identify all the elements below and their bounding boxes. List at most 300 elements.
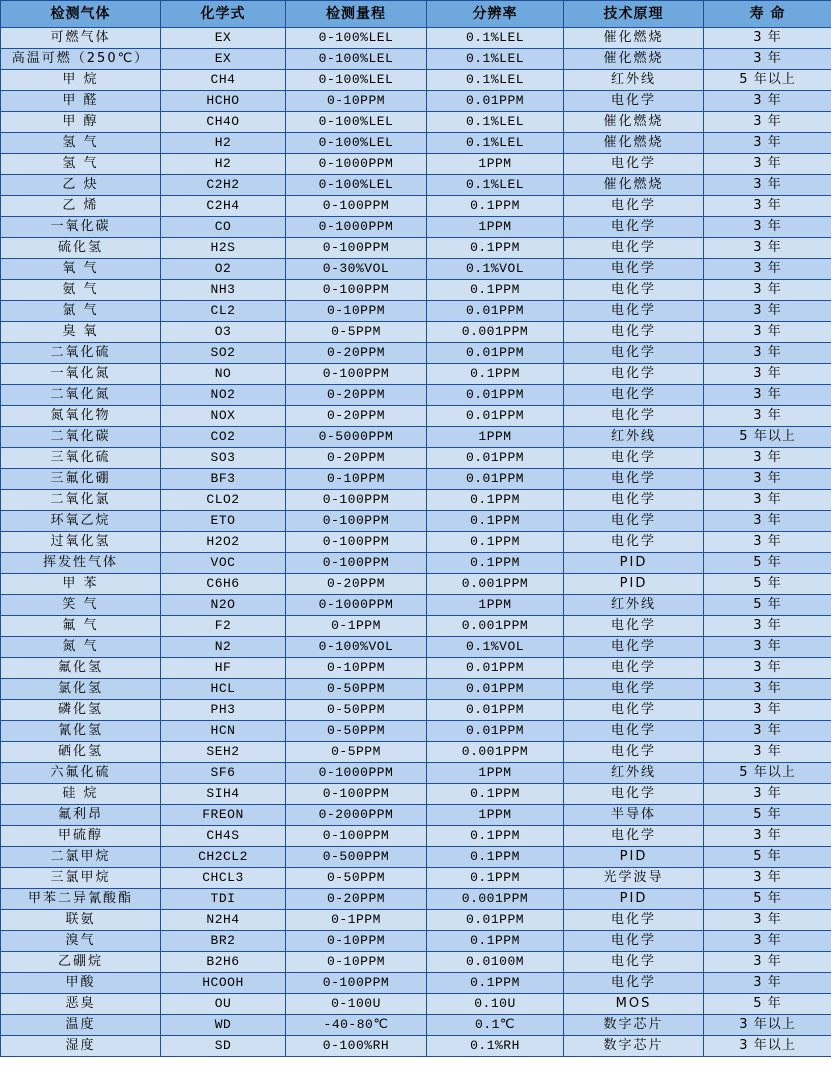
cell-range: 0-20PPM	[286, 448, 427, 469]
cell-formula: SO2	[161, 343, 286, 364]
cell-lifetime: 3 年	[704, 658, 831, 679]
cell-range: 0-5PPM	[286, 742, 427, 763]
cell-principle: 电化学	[564, 931, 704, 952]
cell-principle: 电化学	[564, 280, 704, 301]
cell-gas-name: 硒化氢	[1, 742, 161, 763]
cell-range: 0-30%VOL	[286, 259, 427, 280]
cell-range: 0-20PPM	[286, 574, 427, 595]
cell-gas-name: 氢 气	[1, 154, 161, 175]
cell-principle: 光学波导	[564, 868, 704, 889]
cell-resolution: 0.1PPM	[427, 847, 564, 868]
cell-principle: 电化学	[564, 910, 704, 931]
cell-principle: 电化学	[564, 616, 704, 637]
cell-formula: CH2CL2	[161, 847, 286, 868]
cell-lifetime: 3 年	[704, 196, 831, 217]
cell-lifetime: 3 年以上	[704, 1015, 831, 1036]
cell-range: 0-1000PPM	[286, 154, 427, 175]
cell-principle: 催化燃烧	[564, 133, 704, 154]
cell-lifetime: 3 年	[704, 175, 831, 196]
cell-principle: 电化学	[564, 679, 704, 700]
table-row	[1, 490, 831, 511]
cell-range: 0-1000PPM	[286, 763, 427, 784]
cell-resolution: 0.001PPM	[427, 574, 564, 595]
table-row	[1, 511, 831, 532]
cell-resolution: 0.1%LEL	[427, 28, 564, 49]
table-row	[1, 1015, 831, 1036]
cell-principle: 电化学	[564, 322, 704, 343]
cell-resolution: 0.1PPM	[427, 784, 564, 805]
cell-lifetime: 3 年	[704, 28, 831, 49]
cell-formula: NO	[161, 364, 286, 385]
cell-principle: 半导体	[564, 805, 704, 826]
cell-principle: 催化燃烧	[564, 112, 704, 133]
cell-formula: HCN	[161, 721, 286, 742]
table-row	[1, 553, 831, 574]
cell-principle: 电化学	[564, 469, 704, 490]
cell-principle: PID	[564, 889, 704, 910]
column-header-formula: 化学式	[161, 1, 286, 28]
cell-lifetime: 5 年以上	[704, 70, 831, 91]
table-row	[1, 826, 831, 847]
cell-range: 0-100PPM	[286, 973, 427, 994]
cell-range: 0-5PPM	[286, 322, 427, 343]
table-row	[1, 952, 831, 973]
cell-range: 0-100%VOL	[286, 637, 427, 658]
cell-gas-name: 磷化氢	[1, 700, 161, 721]
cell-range: 0-10PPM	[286, 469, 427, 490]
cell-principle: 电化学	[564, 196, 704, 217]
cell-principle: 电化学	[564, 364, 704, 385]
cell-lifetime: 3 年	[704, 217, 831, 238]
cell-gas-name: 挥发性气体	[1, 553, 161, 574]
cell-resolution: 0.001PPM	[427, 742, 564, 763]
cell-formula: C6H6	[161, 574, 286, 595]
table-row	[1, 448, 831, 469]
cell-formula: CH4S	[161, 826, 286, 847]
cell-resolution: 0.1PPM	[427, 364, 564, 385]
cell-range: 0-50PPM	[286, 868, 427, 889]
cell-gas-name: 二氯甲烷	[1, 847, 161, 868]
column-header-principle: 技术原理	[564, 1, 704, 28]
cell-lifetime: 3 年	[704, 133, 831, 154]
table-row	[1, 847, 831, 868]
cell-range: 0-10PPM	[286, 658, 427, 679]
cell-principle: 电化学	[564, 406, 704, 427]
cell-gas-name: 臭 氧	[1, 322, 161, 343]
cell-gas-name: 氯 气	[1, 301, 161, 322]
cell-gas-name: 二氧化氯	[1, 490, 161, 511]
cell-principle: 电化学	[564, 700, 704, 721]
table-row	[1, 280, 831, 301]
cell-resolution: 0.01PPM	[427, 721, 564, 742]
cell-range: 0-5000PPM	[286, 427, 427, 448]
cell-range: 0-100%LEL	[286, 175, 427, 196]
cell-formula: WD	[161, 1015, 286, 1036]
table-row	[1, 343, 831, 364]
cell-lifetime: 3 年	[704, 784, 831, 805]
cell-principle: 红外线	[564, 427, 704, 448]
cell-gas-name: 三氧化硫	[1, 448, 161, 469]
table-row	[1, 133, 831, 154]
table-header-row	[1, 1, 831, 28]
table-row	[1, 658, 831, 679]
cell-range: 0-1000PPM	[286, 595, 427, 616]
cell-gas-name: 乙 烯	[1, 196, 161, 217]
cell-lifetime: 3 年	[704, 343, 831, 364]
cell-resolution: 0.01PPM	[427, 679, 564, 700]
cell-gas-name: 联氨	[1, 910, 161, 931]
table-row	[1, 112, 831, 133]
table-header	[1, 1, 831, 28]
cell-lifetime: 3 年	[704, 385, 831, 406]
table-row	[1, 91, 831, 112]
cell-resolution: 0.001PPM	[427, 889, 564, 910]
cell-lifetime: 3 年	[704, 280, 831, 301]
cell-range: 0-100%LEL	[286, 28, 427, 49]
table-row	[1, 763, 831, 784]
table-row	[1, 154, 831, 175]
cell-gas-name: 氮 气	[1, 637, 161, 658]
cell-formula: OU	[161, 994, 286, 1015]
table-row	[1, 301, 831, 322]
cell-principle: 电化学	[564, 343, 704, 364]
cell-formula: BR2	[161, 931, 286, 952]
cell-resolution: 0.10U	[427, 994, 564, 1015]
cell-range: -40-80℃	[286, 1015, 427, 1036]
cell-gas-name: 三氟化硼	[1, 469, 161, 490]
cell-range: 0-100PPM	[286, 490, 427, 511]
table-body	[1, 28, 831, 1057]
cell-gas-name: 一氧化氮	[1, 364, 161, 385]
cell-principle: 电化学	[564, 301, 704, 322]
table-row	[1, 595, 831, 616]
cell-lifetime: 3 年	[704, 154, 831, 175]
table-row	[1, 700, 831, 721]
cell-lifetime: 3 年	[704, 301, 831, 322]
cell-resolution: 0.01PPM	[427, 301, 564, 322]
cell-formula: ETO	[161, 511, 286, 532]
cell-gas-name: 氰化氢	[1, 721, 161, 742]
cell-principle: 红外线	[564, 595, 704, 616]
cell-resolution: 0.1PPM	[427, 532, 564, 553]
cell-lifetime: 3 年	[704, 364, 831, 385]
cell-range: 0-100%LEL	[286, 133, 427, 154]
table-row	[1, 931, 831, 952]
cell-resolution: 0.001PPM	[427, 322, 564, 343]
cell-principle: 电化学	[564, 532, 704, 553]
cell-formula: CO2	[161, 427, 286, 448]
cell-lifetime: 3 年	[704, 973, 831, 994]
cell-lifetime: 3 年	[704, 826, 831, 847]
cell-gas-name: 恶臭	[1, 994, 161, 1015]
cell-formula: HCOOH	[161, 973, 286, 994]
cell-resolution: 0.01PPM	[427, 910, 564, 931]
cell-principle: 电化学	[564, 385, 704, 406]
cell-resolution: 0.01PPM	[427, 448, 564, 469]
cell-gas-name: 六氟化硫	[1, 763, 161, 784]
cell-gas-name: 甲酸	[1, 973, 161, 994]
cell-gas-name: 氟 气	[1, 616, 161, 637]
cell-formula: B2H6	[161, 952, 286, 973]
cell-range: 0-100%LEL	[286, 112, 427, 133]
cell-lifetime: 5 年	[704, 889, 831, 910]
cell-principle: 电化学	[564, 637, 704, 658]
cell-lifetime: 3 年	[704, 448, 831, 469]
cell-range: 0-100%LEL	[286, 49, 427, 70]
table-row	[1, 238, 831, 259]
cell-resolution: 0.1PPM	[427, 931, 564, 952]
cell-principle: 电化学	[564, 784, 704, 805]
cell-principle: 电化学	[564, 238, 704, 259]
cell-gas-name: 高温可燃（250℃）	[1, 49, 161, 70]
cell-resolution: 0.1%LEL	[427, 175, 564, 196]
cell-range: 0-20PPM	[286, 406, 427, 427]
cell-lifetime: 3 年	[704, 532, 831, 553]
cell-gas-name: 氟化氢	[1, 658, 161, 679]
cell-gas-name: 溴气	[1, 931, 161, 952]
table-row	[1, 784, 831, 805]
cell-gas-name: 氯化氢	[1, 679, 161, 700]
cell-principle: 催化燃烧	[564, 175, 704, 196]
cell-range: 0-10PPM	[286, 91, 427, 112]
cell-range: 0-100PPM	[286, 826, 427, 847]
table-row	[1, 364, 831, 385]
cell-resolution: 0.1℃	[427, 1015, 564, 1036]
cell-gas-name: 甲硫醇	[1, 826, 161, 847]
cell-formula: C2H2	[161, 175, 286, 196]
cell-principle: MOS	[564, 994, 704, 1015]
cell-range: 0-50PPM	[286, 700, 427, 721]
cell-gas-name: 过氧化氢	[1, 532, 161, 553]
table-row	[1, 532, 831, 553]
cell-formula: CH4	[161, 70, 286, 91]
cell-lifetime: 5 年	[704, 553, 831, 574]
cell-principle: 电化学	[564, 826, 704, 847]
cell-range: 0-1PPM	[286, 616, 427, 637]
cell-principle: 红外线	[564, 763, 704, 784]
cell-resolution: 1PPM	[427, 427, 564, 448]
table-row	[1, 805, 831, 826]
cell-formula: N2	[161, 637, 286, 658]
cell-formula: H2	[161, 154, 286, 175]
cell-principle: PID	[564, 553, 704, 574]
table-row	[1, 385, 831, 406]
cell-lifetime: 3 年	[704, 616, 831, 637]
cell-gas-name: 三氯甲烷	[1, 868, 161, 889]
cell-lifetime: 3 年	[704, 511, 831, 532]
cell-gas-name: 硅 烷	[1, 784, 161, 805]
cell-resolution: 0.1PPM	[427, 280, 564, 301]
cell-gas-name: 笑 气	[1, 595, 161, 616]
cell-formula: HCHO	[161, 91, 286, 112]
cell-resolution: 1PPM	[427, 595, 564, 616]
table-row	[1, 973, 831, 994]
cell-principle: 电化学	[564, 154, 704, 175]
table-row	[1, 1036, 831, 1057]
table-row	[1, 637, 831, 658]
cell-resolution: 1PPM	[427, 763, 564, 784]
cell-lifetime: 3 年	[704, 112, 831, 133]
cell-lifetime: 3 年	[704, 322, 831, 343]
table-row	[1, 175, 831, 196]
cell-resolution: 0.1PPM	[427, 973, 564, 994]
cell-principle: 电化学	[564, 973, 704, 994]
cell-lifetime: 5 年	[704, 847, 831, 868]
cell-principle: 电化学	[564, 658, 704, 679]
cell-formula: CH4O	[161, 112, 286, 133]
cell-formula: VOC	[161, 553, 286, 574]
column-header-range: 检测量程	[286, 1, 427, 28]
cell-range: 0-1000PPM	[286, 217, 427, 238]
cell-range: 0-100%RH	[286, 1036, 427, 1057]
cell-formula: HF	[161, 658, 286, 679]
cell-range: 0-100PPM	[286, 784, 427, 805]
cell-range: 0-10PPM	[286, 931, 427, 952]
cell-lifetime: 3 年	[704, 238, 831, 259]
cell-resolution: 0.01PPM	[427, 469, 564, 490]
cell-principle: 电化学	[564, 721, 704, 742]
cell-formula: F2	[161, 616, 286, 637]
table-row	[1, 742, 831, 763]
cell-resolution: 0.1%LEL	[427, 112, 564, 133]
table-row	[1, 427, 831, 448]
cell-resolution: 0.01PPM	[427, 385, 564, 406]
cell-lifetime: 3 年	[704, 952, 831, 973]
cell-gas-name: 氧 气	[1, 259, 161, 280]
cell-lifetime: 3 年	[704, 637, 831, 658]
cell-range: 0-500PPM	[286, 847, 427, 868]
table-row	[1, 49, 831, 70]
table-row	[1, 616, 831, 637]
table-row	[1, 196, 831, 217]
cell-lifetime: 5 年	[704, 574, 831, 595]
cell-formula: N2O	[161, 595, 286, 616]
cell-lifetime: 3 年	[704, 406, 831, 427]
cell-resolution: 0.1%LEL	[427, 133, 564, 154]
cell-gas-name: 甲 醛	[1, 91, 161, 112]
cell-gas-name: 甲 苯	[1, 574, 161, 595]
cell-resolution: 0.1PPM	[427, 238, 564, 259]
cell-formula: CO	[161, 217, 286, 238]
cell-lifetime: 3 年	[704, 679, 831, 700]
table-row	[1, 910, 831, 931]
cell-range: 0-100PPM	[286, 532, 427, 553]
cell-lifetime: 5 年	[704, 595, 831, 616]
cell-gas-name: 氢 气	[1, 133, 161, 154]
cell-lifetime: 3 年	[704, 868, 831, 889]
cell-principle: 催化燃烧	[564, 49, 704, 70]
cell-formula: H2	[161, 133, 286, 154]
cell-range: 0-50PPM	[286, 721, 427, 742]
cell-resolution: 0.1%LEL	[427, 70, 564, 91]
cell-formula: H2O2	[161, 532, 286, 553]
cell-lifetime: 3 年以上	[704, 1036, 831, 1057]
cell-principle: 电化学	[564, 448, 704, 469]
cell-formula: NH3	[161, 280, 286, 301]
cell-lifetime: 3 年	[704, 700, 831, 721]
cell-range: 0-10PPM	[286, 952, 427, 973]
cell-formula: NOX	[161, 406, 286, 427]
cell-resolution: 0.1PPM	[427, 511, 564, 532]
cell-resolution: 0.1PPM	[427, 196, 564, 217]
cell-lifetime: 5 年	[704, 994, 831, 1015]
cell-range: 0-100PPM	[286, 511, 427, 532]
cell-principle: 数字芯片	[564, 1036, 704, 1057]
table-row	[1, 574, 831, 595]
cell-resolution: 0.001PPM	[427, 616, 564, 637]
cell-range: 0-100U	[286, 994, 427, 1015]
cell-formula: C2H4	[161, 196, 286, 217]
cell-resolution: 0.01PPM	[427, 658, 564, 679]
cell-gas-name: 甲 烷	[1, 70, 161, 91]
cell-formula: CL2	[161, 301, 286, 322]
cell-range: 0-20PPM	[286, 889, 427, 910]
cell-lifetime: 5 年	[704, 805, 831, 826]
cell-formula: CHCL3	[161, 868, 286, 889]
cell-resolution: 0.1%LEL	[427, 49, 564, 70]
table-row	[1, 259, 831, 280]
cell-range: 0-1PPM	[286, 910, 427, 931]
cell-resolution: 0.0100M	[427, 952, 564, 973]
cell-lifetime: 3 年	[704, 49, 831, 70]
cell-range: 0-100PPM	[286, 553, 427, 574]
table-row	[1, 28, 831, 49]
cell-resolution: 0.01PPM	[427, 700, 564, 721]
cell-resolution: 0.01PPM	[427, 91, 564, 112]
cell-lifetime: 3 年	[704, 469, 831, 490]
cell-gas-name: 湿度	[1, 1036, 161, 1057]
cell-range: 0-50PPM	[286, 679, 427, 700]
cell-lifetime: 3 年	[704, 910, 831, 931]
column-header-lifetime: 寿 命	[704, 1, 831, 28]
cell-resolution: 1PPM	[427, 217, 564, 238]
cell-lifetime: 3 年	[704, 721, 831, 742]
cell-resolution: 0.1PPM	[427, 490, 564, 511]
cell-lifetime: 3 年	[704, 490, 831, 511]
cell-resolution: 0.1PPM	[427, 868, 564, 889]
cell-principle: 电化学	[564, 91, 704, 112]
cell-range: 0-100PPM	[286, 238, 427, 259]
cell-formula: SO3	[161, 448, 286, 469]
column-header-resolution: 分辨率	[427, 1, 564, 28]
cell-resolution: 0.1PPM	[427, 826, 564, 847]
cell-formula: H2S	[161, 238, 286, 259]
cell-range: 0-20PPM	[286, 385, 427, 406]
cell-principle: 红外线	[564, 70, 704, 91]
cell-lifetime: 5 年以上	[704, 427, 831, 448]
cell-formula: TDI	[161, 889, 286, 910]
cell-formula: HCL	[161, 679, 286, 700]
cell-principle: 电化学	[564, 217, 704, 238]
table-row	[1, 469, 831, 490]
cell-range: 0-100PPM	[286, 364, 427, 385]
cell-formula: SD	[161, 1036, 286, 1057]
cell-lifetime: 3 年	[704, 931, 831, 952]
cell-principle: PID	[564, 574, 704, 595]
cell-range: 0-2000PPM	[286, 805, 427, 826]
cell-gas-name: 可燃气体	[1, 28, 161, 49]
cell-resolution: 0.1PPM	[427, 553, 564, 574]
cell-formula: O2	[161, 259, 286, 280]
cell-gas-name: 二氧化碳	[1, 427, 161, 448]
cell-formula: O3	[161, 322, 286, 343]
cell-formula: N2H4	[161, 910, 286, 931]
cell-formula: SF6	[161, 763, 286, 784]
cell-lifetime: 5 年以上	[704, 763, 831, 784]
cell-gas-name: 温度	[1, 1015, 161, 1036]
table-row	[1, 70, 831, 91]
cell-lifetime: 3 年	[704, 742, 831, 763]
